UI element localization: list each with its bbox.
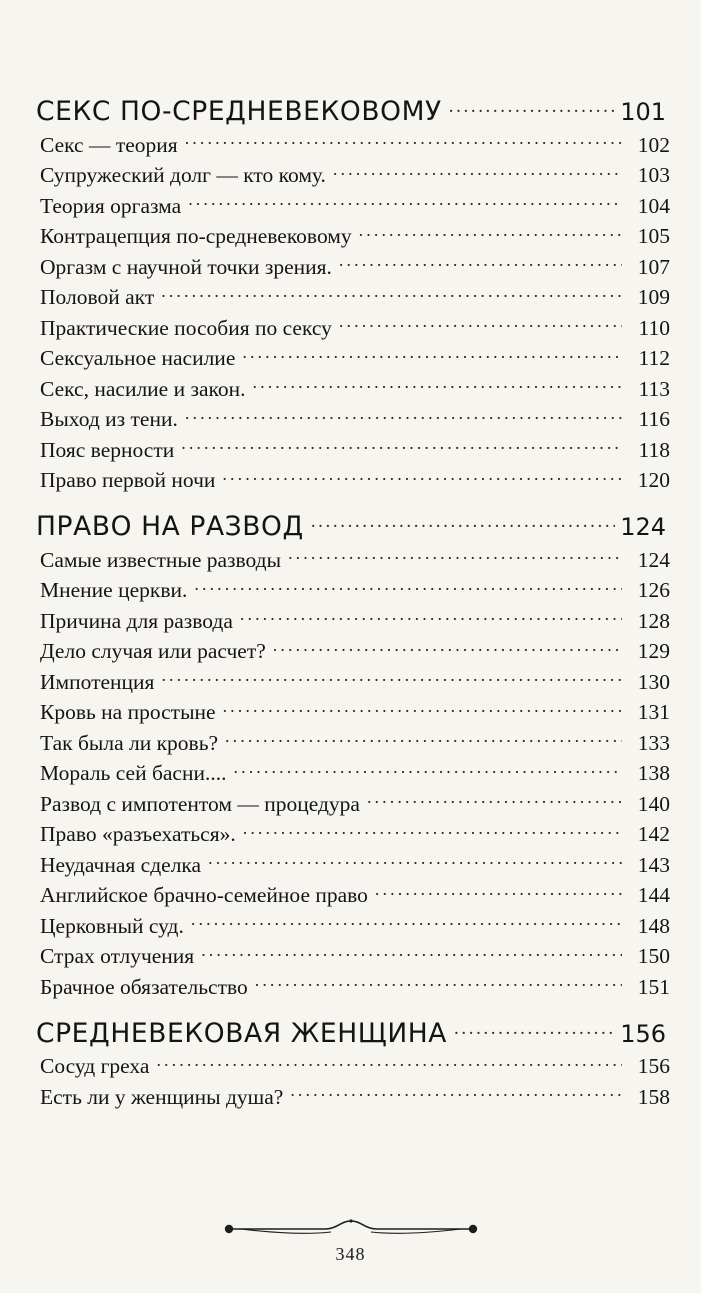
toc-entry-label: Половой акт bbox=[40, 285, 155, 309]
toc-entry-label: Кровь на простыне bbox=[40, 700, 216, 724]
toc-entry-label: Самые известные разводы bbox=[40, 547, 282, 572]
toc-entry-label: Супружеский долг — кто кому. bbox=[40, 163, 326, 187]
toc-entry-page: 118 bbox=[638, 437, 670, 462]
toc-entry-label: Секс, насилие и закон. bbox=[40, 376, 246, 401]
toc-entry-page: 107 bbox=[637, 254, 670, 279]
toc-entry-page: 112 bbox=[638, 346, 670, 370]
toc-entry-page: 156 bbox=[637, 1054, 670, 1078]
toc-entry-page: 129 bbox=[637, 639, 670, 663]
toc-section-title: ПРАВО НА РАЗВОД bbox=[36, 511, 304, 542]
leader-dots bbox=[255, 978, 622, 994]
leader-dots bbox=[191, 917, 622, 933]
toc-entry-label: Мнение церкви. bbox=[40, 578, 188, 602]
toc-entry-label: Практические пособия по сексу bbox=[40, 315, 332, 340]
toc-entry-label: Секс — теория bbox=[40, 132, 178, 157]
list-item[interactable] bbox=[36, 670, 670, 695]
toc-section-title: СРЕДНЕВЕКОВАЯ ЖЕНЩИНА bbox=[36, 1017, 448, 1049]
leader-dots bbox=[288, 551, 622, 567]
toc-entry-page: 151 bbox=[637, 974, 670, 999]
toc-entry-page: 105 bbox=[637, 224, 670, 248]
toc-entry-label: Развод с импотентом — процедура bbox=[40, 791, 360, 816]
toc-entry-page: 144 bbox=[637, 883, 670, 907]
page-number: 348 bbox=[335, 1244, 366, 1264]
list-item[interactable] bbox=[36, 609, 670, 634]
toc-entry-label: Есть ли у женщины душа? bbox=[40, 1084, 284, 1109]
toc-entry-label: Так была ли кровь? bbox=[40, 730, 219, 755]
toc-entry-page: 133 bbox=[637, 730, 670, 755]
toc-entry-label: Неудачная сделка bbox=[40, 852, 202, 877]
toc-entry-label: Церковный суд. bbox=[40, 913, 184, 938]
toc-entry-page: 109 bbox=[637, 285, 670, 309]
toc-entry-page: 142 bbox=[637, 822, 670, 846]
list-item[interactable] bbox=[36, 1085, 670, 1110]
list-item[interactable] bbox=[36, 346, 670, 371]
toc-section-heading[interactable] bbox=[36, 511, 666, 542]
leader-dots bbox=[222, 471, 622, 487]
list-item[interactable] bbox=[36, 578, 670, 603]
toc-section-page: 156 bbox=[620, 1019, 666, 1048]
leader-dots bbox=[290, 1088, 622, 1104]
leader-dots bbox=[273, 642, 622, 658]
list-item[interactable] bbox=[36, 944, 670, 969]
toc-section bbox=[36, 96, 670, 493]
toc-entry-label: Импотенция bbox=[40, 669, 155, 694]
toc-entry-page: 128 bbox=[637, 608, 670, 633]
toc-section-title: СЕКС ПО-СРЕДНЕВЕКОВОМУ bbox=[36, 96, 442, 127]
toc-entry-label: Английское брачно-семейное право bbox=[40, 883, 368, 907]
toc-entry-page: 104 bbox=[637, 193, 670, 218]
toc-entry-label: Выход из тени. bbox=[40, 407, 178, 431]
leader-dots bbox=[253, 380, 623, 396]
toc-entry-label: Право «разъехаться». bbox=[40, 822, 236, 846]
leader-dots bbox=[359, 227, 622, 243]
flourish-divider-icon bbox=[213, 1216, 489, 1238]
toc-section-page: 101 bbox=[620, 98, 666, 126]
leader-dots bbox=[223, 703, 622, 719]
list-item[interactable] bbox=[36, 194, 670, 219]
leader-dots bbox=[454, 1026, 615, 1042]
leader-dots bbox=[240, 612, 622, 628]
leader-dots bbox=[201, 947, 622, 963]
list-item[interactable] bbox=[36, 163, 670, 188]
list-item[interactable] bbox=[36, 1054, 670, 1079]
toc-entry-page: 131 bbox=[637, 700, 670, 724]
toc-entry-label: Сосуд греха bbox=[40, 1054, 150, 1078]
list-item[interactable] bbox=[36, 914, 670, 939]
toc-entry-page: 113 bbox=[638, 376, 670, 401]
leader-dots bbox=[375, 886, 622, 902]
toc-entry-label: Сексуальное насилие bbox=[40, 346, 236, 370]
toc-entry-page: 103 bbox=[637, 163, 670, 187]
toc-entry-page: 120 bbox=[637, 468, 670, 492]
toc-entry-page: 124 bbox=[637, 547, 670, 572]
toc-entry-label: Право первой ночи bbox=[40, 468, 216, 492]
toc-entry-label: Причина для развода bbox=[40, 608, 233, 633]
page-footer bbox=[0, 1216, 701, 1265]
leader-dots bbox=[311, 519, 615, 535]
leader-dots bbox=[339, 258, 622, 274]
list-item[interactable] bbox=[36, 792, 670, 817]
list-item[interactable] bbox=[36, 853, 670, 878]
toc-entry-page: 130 bbox=[637, 669, 670, 694]
leader-dots bbox=[185, 136, 622, 152]
list-item[interactable] bbox=[36, 975, 670, 1000]
leader-dots bbox=[367, 795, 622, 811]
leader-dots bbox=[194, 581, 622, 597]
toc-entry-page: 102 bbox=[637, 132, 670, 157]
toc-section-heading[interactable] bbox=[36, 96, 666, 127]
toc-entry-label: Дело случая или расчет? bbox=[40, 639, 266, 663]
toc-entry-label: Пояс верности bbox=[40, 437, 175, 462]
toc-section bbox=[36, 1017, 670, 1110]
leader-dots bbox=[185, 410, 622, 426]
toc-entry-label: Мораль сей басни.... bbox=[40, 761, 227, 785]
list-item[interactable] bbox=[36, 700, 670, 725]
list-item[interactable] bbox=[36, 133, 670, 158]
list-item[interactable] bbox=[36, 407, 670, 432]
list-item[interactable] bbox=[36, 731, 670, 756]
toc-entry-page: 126 bbox=[637, 578, 670, 602]
leader-dots bbox=[243, 825, 622, 841]
toc-section-page: 124 bbox=[620, 513, 666, 541]
list-item[interactable] bbox=[36, 761, 670, 786]
leader-dots bbox=[161, 673, 622, 689]
list-item[interactable] bbox=[36, 285, 670, 310]
leader-dots bbox=[225, 734, 622, 750]
list-item[interactable] bbox=[36, 883, 670, 908]
list-item[interactable] bbox=[36, 468, 670, 493]
list-item[interactable] bbox=[36, 255, 670, 280]
leader-dots bbox=[449, 104, 615, 120]
toc-entry-page: 140 bbox=[637, 791, 670, 816]
leader-dots bbox=[333, 166, 622, 182]
toc-entry-page: 143 bbox=[637, 852, 670, 877]
toc-entry-page: 158 bbox=[637, 1084, 670, 1109]
leader-dots bbox=[339, 319, 622, 335]
list-item[interactable] bbox=[36, 316, 670, 341]
list-item[interactable] bbox=[36, 438, 670, 463]
toc-entry-page: 150 bbox=[637, 944, 670, 968]
leader-dots bbox=[242, 349, 622, 365]
toc-entry-page: 148 bbox=[637, 913, 670, 938]
list-item[interactable] bbox=[36, 548, 670, 573]
toc-entry-page: 138 bbox=[637, 761, 670, 785]
leader-dots bbox=[161, 288, 622, 304]
toc-entry-page: 116 bbox=[638, 407, 670, 431]
leader-dots bbox=[208, 856, 622, 872]
list-item[interactable] bbox=[36, 822, 670, 847]
toc-section bbox=[36, 511, 670, 1000]
toc-entry-page: 110 bbox=[638, 315, 670, 340]
toc-section-heading[interactable] bbox=[36, 1018, 666, 1049]
list-item[interactable] bbox=[36, 224, 670, 249]
toc-entry-label: Страх отлучения bbox=[40, 944, 195, 968]
leader-dots bbox=[234, 764, 623, 780]
toc-entry-label: Контрацепция по-средневековому bbox=[40, 224, 352, 248]
leader-dots bbox=[156, 1057, 622, 1073]
list-item[interactable] bbox=[36, 639, 670, 664]
leader-dots bbox=[181, 441, 622, 457]
toc-entry-label: Брачное обязательство bbox=[40, 974, 248, 999]
leader-dots bbox=[188, 197, 622, 213]
toc-entry-label: Оргазм с научной точки зрения. bbox=[40, 254, 332, 279]
table-of-contents bbox=[36, 96, 670, 1110]
toc-entry-label: Теория оргазма bbox=[40, 193, 182, 218]
list-item[interactable] bbox=[36, 377, 670, 402]
